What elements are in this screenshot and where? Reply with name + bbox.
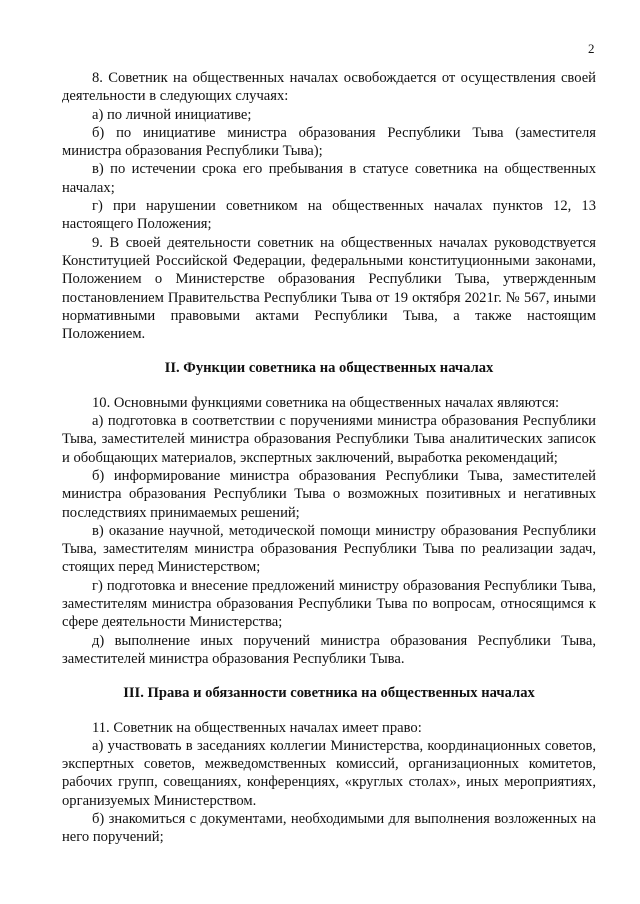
paragraph: в) по истечении срока его пребывания в статусе советника на общественных началах; <box>62 161 596 196</box>
paragraph: а) подготовка в соответствии с поручениями министра образования Республики Тыва, заместителей министра образования Республики Тыва аналитических записок и обобщающих материалов, экспертных заключений, выработка рекомендаций; <box>62 413 596 466</box>
paragraph: а) по личной инициативе; <box>92 106 252 123</box>
paragraph: в) оказание научной, методической помощи министру образования Республики Тыва, заместителям министра образования Республики Тыва по реализации задач, стоящих перед Министерством; <box>62 522 596 576</box>
paragraph: 9. В своей деятельности советник на общественных началах руководствуется Конституцией Российской Федерации, федеральными конституционными законами, Положением о Министерстве образования Республики Тыва, утвержденным постановлением Правительства Республики Тыва от 19 октября 2021г. № 567, иными нормативными правовыми актами Республики Тыва, а также настоящим Положением. <box>62 234 596 343</box>
paragraph: 10. Основными функциями советника на общественных началах являются: <box>92 394 560 411</box>
paragraph: б) по инициативе министра образования Республики Тыва (заместителя министра образования Республики Тыва); <box>62 124 596 160</box>
section-3-heading: III. Права и обязанности советника на общественных началах <box>123 685 535 702</box>
paragraph: д) выполнение иных поручений министра образования Республики Тыва, заместителей министра образования Республики Тыва. <box>62 632 596 667</box>
paragraph: 8. Советник на общественных началах освобождается от осуществления своей деятельности в следующих случаях: <box>62 70 596 105</box>
paragraph: б) информирование министра образования Республики Тыва, заместителей министра образования Республики Тыва о возможных позитивных и негативных последствиях принимаемых решений; <box>62 467 596 521</box>
section-2-heading: II. Функции советника на общественных началах <box>164 360 494 377</box>
paragraph: г) подготовка и внесение предложений министру образования Республики Тыва, заместителям министра образования Республики Тыва по вопросам, относящимся к сфере деятельности Министерства; <box>62 577 596 631</box>
paragraph: а) участвовать в заседаниях коллегии Министерства, координационных советов, экспертных советов, межведомственных комиссий, организационных комитетов, рабочих групп, совещаниях, конференциях, «круглых столах», иных мероприятиях, организуемых Министерством. <box>62 737 596 809</box>
paragraph: г) при нарушении советником на общественных началах пунктов 12, 13 настоящего Положения; <box>62 198 596 233</box>
document-body <box>62 69 596 847</box>
page-number: 2 <box>588 41 595 56</box>
paragraph: 11. Советник на общественных началах имеет право: <box>92 719 422 736</box>
paragraph: б) знакомиться с документами, необходимыми для выполнения возложенных на него поручений; <box>62 810 596 846</box>
